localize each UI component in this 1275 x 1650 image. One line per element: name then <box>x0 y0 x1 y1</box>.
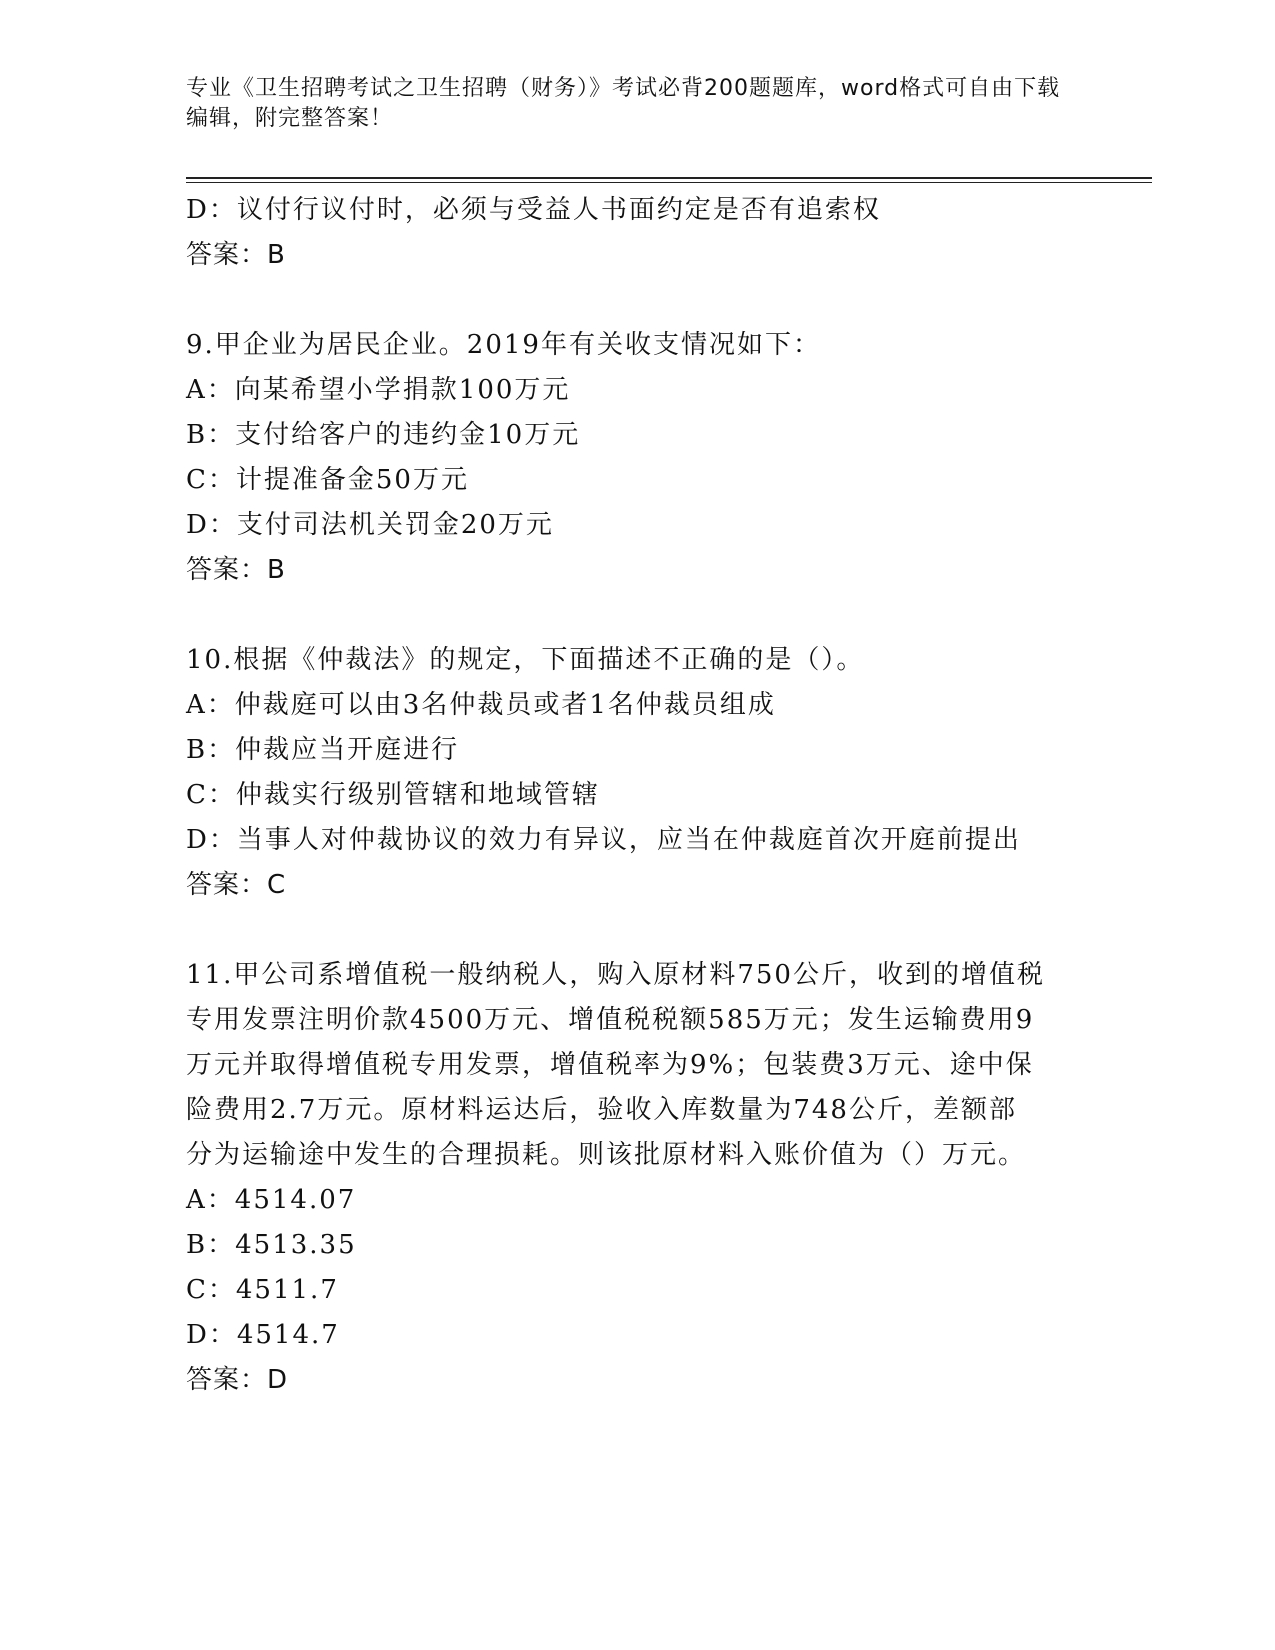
spacer <box>186 593 1086 638</box>
question-stem: 9.甲企业为居民企业。2019年有关收支情况如下： <box>186 330 821 360</box>
answer: 答案：B <box>186 555 286 585</box>
option-c: C：计提准备金50万元 <box>186 465 469 495</box>
question-stem-line: 险费用2.7万元。原材料运达后，验收入库数量为748公斤，差额部 <box>186 1095 1017 1125</box>
question-stem-line: 分为运输途中发生的合理损耗。则该批原材料入账价值为（）万元。 <box>186 1140 1027 1170</box>
question-stem-line: 11.甲公司系增值税一般纳税人，购入原材料750公斤，收到的增值税 <box>186 960 1045 990</box>
header-divider <box>186 177 1152 183</box>
question-stem-line: 万元并取得增值税专用发票，增值税率为9%；包装费3万元、途中保 <box>186 1050 1034 1080</box>
option-a: A：仲裁庭可以由3名仲裁员或者1名仲裁员组成 <box>186 690 776 720</box>
document-header: 专业《卫生招聘考试之卫生招聘（财务）》考试必背200题题库，word格式可自由下载编辑，附完整答案！ <box>186 76 1061 131</box>
spacer <box>186 908 1086 953</box>
prev-answer: 答案：B <box>186 240 286 270</box>
option-c: C：4511.7 <box>186 1275 339 1305</box>
question-list <box>186 188 1086 1403</box>
question-10 <box>186 638 1086 908</box>
question-9 <box>186 323 1086 593</box>
question-stem: 10.根据《仲裁法》的规定，下面描述不正确的是（）。 <box>186 645 865 675</box>
option-a: A：向某希望小学捐款100万元 <box>186 375 571 405</box>
option-a: A：4514.07 <box>186 1185 357 1215</box>
option-b: B：支付给客户的违约金10万元 <box>186 420 581 450</box>
prev-option-d: D：议付行议付时，必须与受益人书面约定是否有追索权 <box>186 195 881 225</box>
option-c: C：仲裁实行级别管辖和地域管辖 <box>186 780 600 810</box>
question-11 <box>186 953 1086 1403</box>
answer: 答案：C <box>186 870 287 900</box>
option-b: B：仲裁应当开庭进行 <box>186 735 460 765</box>
option-d: D：4514.7 <box>186 1320 340 1350</box>
question-stem-line: 专用发票注明价款4500万元、增值税税额585万元；发生运输费用9 <box>186 1005 1035 1035</box>
answer: 答案：D <box>186 1365 289 1395</box>
option-d: D：当事人对仲裁协议的效力有异议，应当在仲裁庭首次开庭前提出 <box>186 825 1021 855</box>
option-d: D：支付司法机关罚金20万元 <box>186 510 554 540</box>
option-b: B：4513.35 <box>186 1230 357 1260</box>
spacer <box>186 278 1086 323</box>
